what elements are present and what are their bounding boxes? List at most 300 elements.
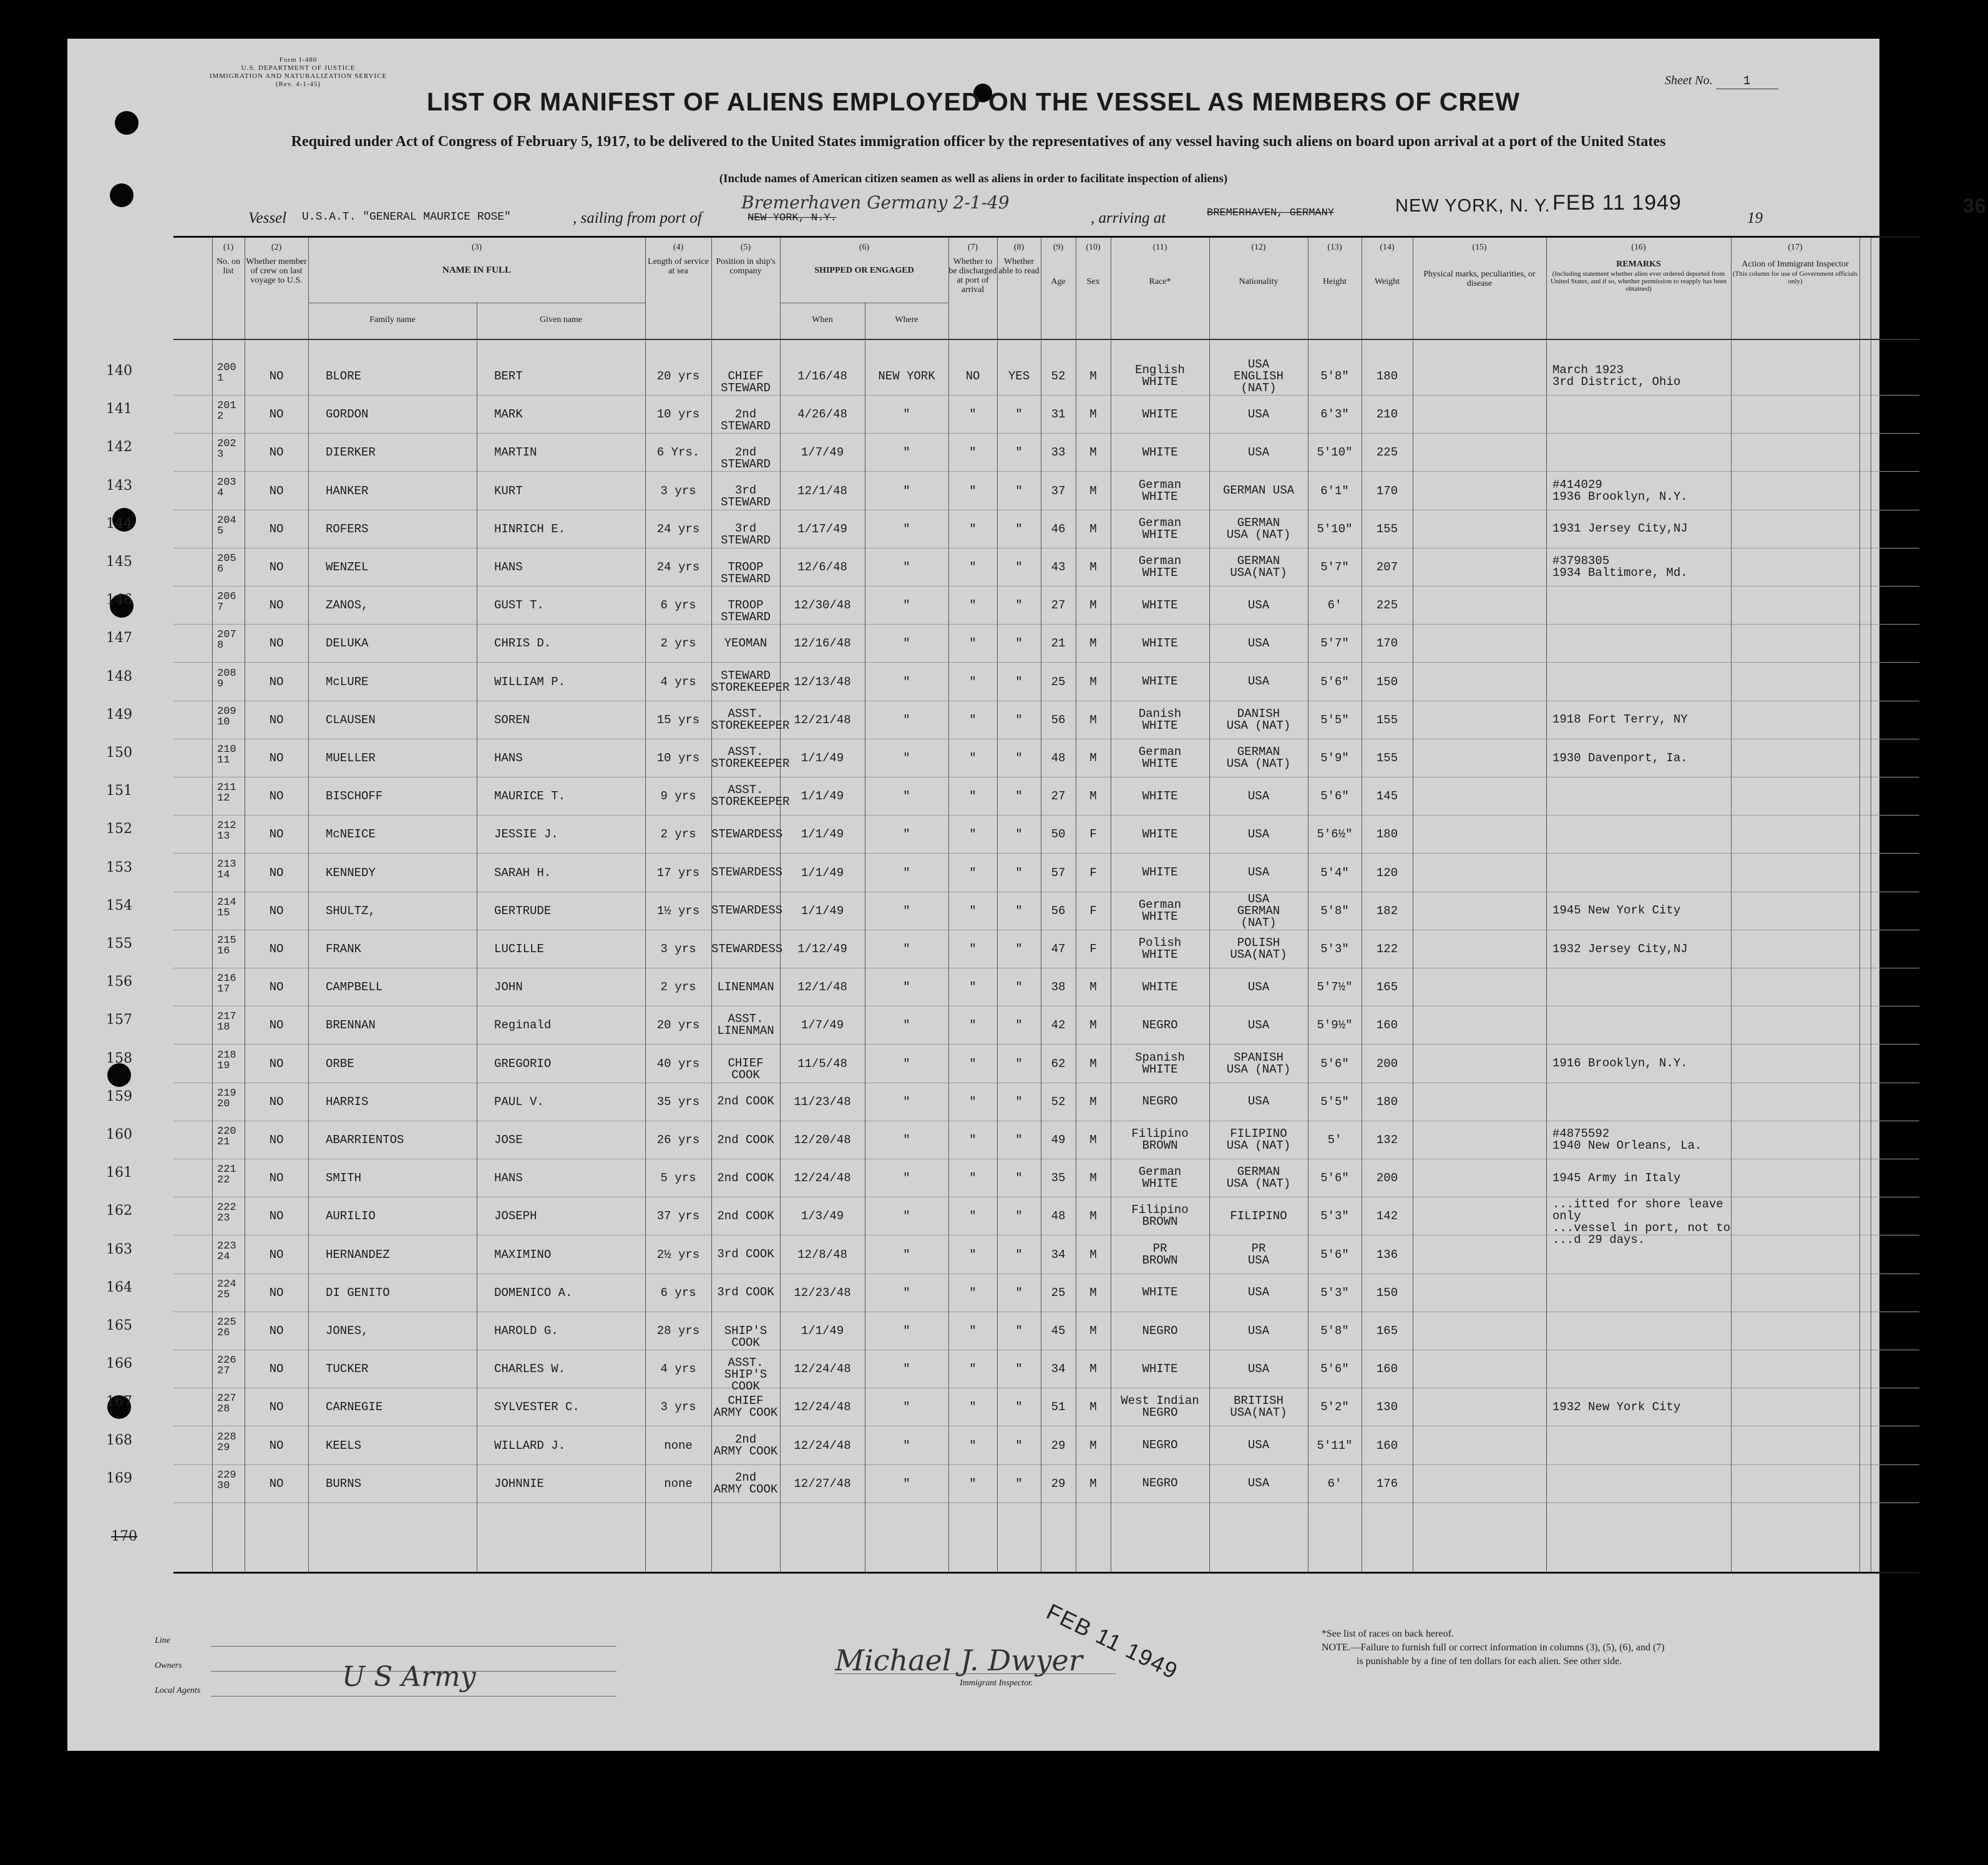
cell-remarks <box>1546 1197 1737 1247</box>
remarks-line: 1934 Baltimore, Md. <box>1552 566 1688 580</box>
cell-when: 11/23/48 <box>794 1094 851 1109</box>
cell-when: 12/24/48 <box>794 1362 851 1376</box>
cell-when: 12/30/48 <box>794 598 851 613</box>
penalty-note-line-2: is punishable by a fine of ten dollars for each alien. See other side. <box>1357 1656 1622 1667</box>
cell-age: 31 <box>1051 407 1066 422</box>
cell-read: " <box>1015 1133 1023 1147</box>
list-number-part: 22 <box>217 1174 230 1187</box>
nationality-line: USA <box>1247 827 1270 841</box>
position-line: 3rd COOK <box>717 1285 774 1300</box>
cell-discharged: " <box>969 560 977 574</box>
cell-read: " <box>1015 827 1023 842</box>
nationality-line: USA <box>1247 598 1270 612</box>
remarks-line: #4875592 <box>1552 1127 1610 1141</box>
include-note: (Include names of American citizen seamen as well as aliens in order to facilitate inspection of aliens) <box>719 172 1228 185</box>
document-title: LIST OR MANIFEST OF ALIENS EMPLOYED ON THE VESSEL AS MEMBERS OF CREW <box>426 87 1521 116</box>
handwritten-page-number: 169 <box>106 1470 132 1486</box>
cell-where: " <box>903 1362 910 1376</box>
cell-given: MARK <box>494 407 523 422</box>
handwritten-page-number: 161 <box>106 1165 132 1181</box>
cell-age: 35 <box>1051 1171 1066 1186</box>
cell-weight: 170 <box>1376 636 1398 651</box>
list-number <box>217 859 236 880</box>
cell-last-voyage: NO <box>269 1018 284 1033</box>
cell-where: " <box>903 1476 910 1491</box>
cell-sex: M <box>1089 980 1097 995</box>
race-line: NEGRO <box>1142 1094 1178 1109</box>
cell-discharged: " <box>969 1133 977 1147</box>
cell-nationality <box>1209 358 1308 396</box>
list-number <box>217 668 236 689</box>
cell-discharged: " <box>969 1247 977 1262</box>
form-identifier <box>167 56 429 89</box>
cell-last-voyage: NO <box>269 1209 284 1224</box>
cell-where: " <box>903 713 910 727</box>
remarks-line: #414029 <box>1552 477 1602 492</box>
cell-sex: M <box>1089 751 1097 765</box>
cell-family: McNEICE <box>326 827 376 842</box>
cell-read: " <box>1015 751 1023 765</box>
cell-read: " <box>1015 522 1023 536</box>
list-number-part: 6 <box>217 563 224 575</box>
cell-service: 28 yrs <box>656 1324 700 1338</box>
cell-last-voyage: NO <box>269 827 284 842</box>
table-row <box>173 1083 1919 1121</box>
cell-where: " <box>903 942 910 956</box>
cell-sex: M <box>1089 522 1097 536</box>
handwritten-page-number: 140 <box>106 363 132 379</box>
list-number-part: 13 <box>217 830 230 843</box>
race-line: WHITE <box>1142 865 1178 880</box>
cell-discharged: " <box>969 598 977 613</box>
cell-service: 6 Yrs. <box>656 446 700 460</box>
cell-height: 5'6" <box>1320 1056 1349 1071</box>
cell-sex: M <box>1089 789 1097 804</box>
position-line: YEOMAN <box>724 636 767 650</box>
cell-sex: M <box>1089 636 1097 651</box>
position-line: STOREKEEPER <box>711 757 790 771</box>
handwritten-page-number: 152 <box>106 821 132 837</box>
remarks-line: 1930 Davenport, Ia. <box>1552 751 1688 765</box>
race-line: WHITE <box>1142 674 1178 689</box>
list-number-part: 1 <box>217 373 224 384</box>
list-number <box>217 821 236 842</box>
cell-family: SMITH <box>326 1171 362 1186</box>
race-line: BROWN <box>1142 1215 1178 1229</box>
col-header-position: (5) Position in ship's company <box>716 243 776 276</box>
cell-read: YES <box>1008 369 1030 383</box>
cell-age: 25 <box>1051 674 1066 689</box>
list-number <box>217 706 236 728</box>
cell-given: DOMENICO A. <box>494 1285 573 1300</box>
cell-age: 50 <box>1051 827 1066 842</box>
cell-age: 56 <box>1051 903 1066 918</box>
cell-discharged: " <box>969 674 977 689</box>
cell-when: 12/24/48 <box>794 1171 851 1186</box>
penalty-note <box>1322 1627 1665 1668</box>
race-line: German <box>1138 515 1182 530</box>
owners-label: Owners <box>155 1661 182 1670</box>
table-row <box>173 1233 1919 1273</box>
cell-sex: M <box>1089 1476 1097 1491</box>
nationality-line: PR <box>1251 1241 1266 1255</box>
cell-when: 12/1/48 <box>797 980 847 995</box>
list-number-part: 21 <box>217 1136 230 1148</box>
cell-service: 1½ yrs <box>656 903 700 918</box>
cell-where: " <box>903 1056 910 1071</box>
cell-last-voyage: NO <box>269 942 284 956</box>
handwritten-page-number: 143 <box>106 477 132 494</box>
cell-discharged: " <box>969 484 977 498</box>
cell-height: 5'4" <box>1320 865 1349 880</box>
cell-read: " <box>1015 1247 1023 1262</box>
handwritten-page-number: 155 <box>106 936 132 952</box>
cell-family: McLURE <box>326 674 369 689</box>
cell-sex: M <box>1089 1400 1097 1415</box>
cell-discharged: " <box>969 751 977 765</box>
cell-where: " <box>903 1400 910 1415</box>
cell-height: 5'9" <box>1320 751 1349 765</box>
cell-height: 5' <box>1327 1133 1342 1147</box>
form-number: Form I-480 <box>279 56 318 64</box>
cell-last-voyage: NO <box>269 1476 284 1491</box>
race-line: German <box>1138 897 1182 912</box>
corner-number: 36 <box>1963 195 1987 217</box>
cell-read: " <box>1015 407 1023 422</box>
sailing-port-typed: NEW YORK, N.Y. <box>748 212 837 224</box>
cell-weight: 122 <box>1376 942 1398 956</box>
nationality-line: DANISH <box>1237 706 1280 721</box>
nationality-line: GERMAN <box>1237 745 1280 759</box>
cell-when: 12/27/48 <box>794 1476 851 1491</box>
cell-weight: 155 <box>1376 713 1398 727</box>
arriving-label: , arriving at <box>1091 210 1166 226</box>
list-number <box>217 744 236 766</box>
cell-discharged: " <box>969 865 977 880</box>
handwritten-page-number: 142 <box>106 439 132 455</box>
list-number-part: 26 <box>217 1327 230 1339</box>
list-number-part: 16 <box>217 945 230 957</box>
cell-read: " <box>1015 1094 1023 1109</box>
cell-service: 24 yrs <box>656 560 700 574</box>
race-line: Spanish <box>1135 1050 1185 1064</box>
cell-read: " <box>1015 1438 1023 1453</box>
cell-nationality <box>1209 1465 1308 1516</box>
list-number-part: 27 <box>217 1365 230 1378</box>
handwritten-page-number: 148 <box>106 668 132 684</box>
cell-weight: 150 <box>1376 674 1398 689</box>
position-line: ASST. <box>728 1356 764 1370</box>
position-line: SHIP'S COOK <box>724 1323 767 1350</box>
cell-discharged: " <box>969 1018 977 1033</box>
cell-height: 5'10" <box>1317 522 1353 536</box>
remarks-line: ...itted for shore leave only <box>1552 1197 1723 1224</box>
position-line: 2nd COOK <box>717 1209 774 1223</box>
list-number-part: 3 <box>217 449 224 461</box>
cell-weight: 165 <box>1376 980 1398 995</box>
table-row <box>173 777 1919 815</box>
list-number <box>217 515 236 537</box>
race-line: WHITE <box>1142 718 1178 733</box>
cell-where: " <box>903 446 910 460</box>
list-number-part: 29 <box>217 1441 230 1454</box>
sailing-port-handwritten: Bremerhaven Germany 2-1-49 <box>741 192 1010 213</box>
line-label: Line <box>155 1636 170 1645</box>
cell-where: " <box>903 598 910 613</box>
vessel-name: U.S.A.T. "GENERAL MAURICE ROSE" <box>302 211 511 223</box>
cell-age: 51 <box>1051 1400 1066 1415</box>
sailing-label: , sailing from port of <box>573 210 702 226</box>
table-row <box>173 1006 1919 1044</box>
position-line: 2nd COOK <box>717 1094 774 1109</box>
col-header-weight: (14) Weight <box>1374 243 1400 286</box>
table-row <box>173 892 1919 930</box>
cell-discharged: " <box>969 980 977 995</box>
cell-height: 5'3" <box>1320 1209 1349 1224</box>
cell-weight: 180 <box>1376 1094 1398 1109</box>
list-number-part: 10 <box>217 716 230 728</box>
agency-name: U.S. DEPARTMENT OF JUSTICE <box>241 64 356 72</box>
cell-given: CHRIS D. <box>494 636 552 651</box>
list-number-part: 19 <box>217 1059 230 1072</box>
cell-family: ZANOS, <box>326 598 369 613</box>
cell-when: 12/13/48 <box>794 674 851 689</box>
nationality-line: USA <box>1247 865 1270 880</box>
handwritten-page-number: 144 <box>106 515 132 532</box>
position-line: 2nd COOK <box>717 1171 774 1185</box>
cell-service: 5 yrs <box>660 1171 696 1186</box>
cell-read: " <box>1015 446 1023 460</box>
list-number-part: 204 <box>217 514 236 527</box>
table-row <box>173 625 1919 662</box>
table-row <box>173 472 1919 510</box>
handwritten-page-number: 149 <box>106 706 132 723</box>
inspector-signature: Michael J. Dwyer <box>835 1643 1083 1677</box>
cell-when: 1/1/49 <box>801 865 844 880</box>
cell-family: JONES, <box>326 1324 369 1338</box>
position-line: STEWARD <box>721 668 771 683</box>
cell-service: 40 yrs <box>656 1056 700 1071</box>
nationality-line: USA(NAT) <box>1230 566 1287 580</box>
list-number-part: 8 <box>217 640 224 652</box>
list-number-part: 12 <box>217 792 230 805</box>
position-line: LINENMAN <box>717 980 774 994</box>
list-number <box>217 782 236 804</box>
cell-service: 2 yrs <box>660 980 696 995</box>
cell-where: " <box>903 522 910 536</box>
cell-discharged: " <box>969 1094 977 1109</box>
cell-given: HANS <box>494 1171 523 1186</box>
cell-last-voyage: NO <box>269 484 284 498</box>
col-header-service: (4) Length of service at sea <box>648 243 709 276</box>
cell-discharged: " <box>969 1209 977 1224</box>
cell-where: " <box>903 1171 910 1186</box>
race-line: WHITE <box>1142 1285 1178 1300</box>
nationality-line: USA <box>1247 1323 1270 1338</box>
remarks-line: #3798305 <box>1552 554 1610 568</box>
nationality-line: GERMAN <box>1237 1165 1280 1179</box>
cell-height: 5'6" <box>1320 674 1349 689</box>
cell-service: 10 yrs <box>656 751 700 765</box>
cell-sex: M <box>1089 407 1097 422</box>
cell-sex: M <box>1089 369 1097 383</box>
list-number <box>217 1011 236 1033</box>
cell-when: 1/1/49 <box>801 1324 844 1338</box>
handwritten-page-number: 164 <box>106 1279 132 1295</box>
nationality-line: USA (NAT) <box>1226 1062 1291 1076</box>
cell-age: 29 <box>1051 1438 1066 1453</box>
cell-read: " <box>1015 1476 1023 1491</box>
race-line: WHITE <box>1142 445 1178 459</box>
list-number <box>217 1164 236 1186</box>
handwritten-page-number: 167 <box>106 1394 132 1410</box>
cell-weight: 120 <box>1376 865 1398 880</box>
punch-hole <box>110 183 134 207</box>
race-line: WHITE <box>1142 909 1178 923</box>
col-header-age: (9) Age <box>1051 243 1066 286</box>
position-line: LINENMAN <box>717 1024 774 1038</box>
position-line: SHIP'S COOK <box>724 1368 767 1394</box>
list-number-part: 30 <box>217 1479 230 1492</box>
list-number <box>217 477 236 499</box>
race-line: WHITE <box>1142 827 1178 841</box>
sheet-label: Sheet No. <box>1665 74 1713 87</box>
table-row <box>173 396 1919 433</box>
position-line: ARMY COOK <box>713 1406 778 1420</box>
cell-service: 6 yrs <box>660 1285 696 1300</box>
list-number-part: 211 <box>217 782 236 794</box>
manifest-footer <box>67 1586 1879 1751</box>
race-line: German <box>1138 554 1182 568</box>
handwritten-page-number: 159 <box>106 1088 132 1104</box>
cell-weight: 136 <box>1376 1247 1398 1262</box>
table-row <box>173 816 1919 853</box>
cell-where: " <box>903 1285 910 1300</box>
cell-given: KURT <box>494 484 523 498</box>
list-number <box>217 1050 236 1071</box>
list-number-part: 18 <box>217 1021 230 1034</box>
crew-rows <box>173 238 1919 1572</box>
cell-last-voyage: NO <box>269 674 284 689</box>
col-header-given: Given name <box>539 315 583 324</box>
nationality-line: USA <box>1247 636 1270 650</box>
cell-last-voyage: NO <box>269 713 284 727</box>
nationality-line: POLISH <box>1237 936 1280 950</box>
cell-height: 5'6" <box>1320 1362 1349 1376</box>
cell-age: 52 <box>1051 1094 1066 1109</box>
position-line: 2nd <box>734 1470 757 1484</box>
cell-last-voyage: NO <box>269 1094 284 1109</box>
race-line: West Indian <box>1121 1394 1199 1408</box>
cell-read: " <box>1015 1209 1023 1224</box>
cell-weight: 170 <box>1376 484 1398 498</box>
position-line: STOREKEEPER <box>711 680 790 694</box>
cell-last-voyage: NO <box>269 751 284 765</box>
cell-service: 35 yrs <box>656 1094 700 1109</box>
cell-last-voyage: NO <box>269 980 284 995</box>
cell-weight: 207 <box>1376 560 1398 574</box>
cell-given: JOHN <box>494 980 523 995</box>
cell-where: " <box>903 1018 910 1033</box>
cell-height: 5'8" <box>1320 369 1349 383</box>
position-line: STOREKEEPER <box>711 795 790 809</box>
race-line: NEGRO <box>1142 1018 1178 1032</box>
list-number-part: 221 <box>217 1164 236 1176</box>
handwritten-page-number: 158 <box>106 1050 132 1066</box>
list-number-part: 208 <box>217 667 236 679</box>
nationality-line: GERMAN <box>1237 903 1280 918</box>
cell-where: " <box>903 789 910 804</box>
race-line: WHITE <box>1142 598 1178 612</box>
cell-read: " <box>1015 789 1023 804</box>
cell-height: 5'2" <box>1320 1400 1349 1415</box>
list-number <box>217 1317 236 1338</box>
position-line: STEWARDESS <box>711 903 783 918</box>
cell-age: 42 <box>1051 1018 1066 1033</box>
table-row <box>173 1388 1919 1426</box>
col-header-name: (3) NAME IN FULL <box>442 243 511 275</box>
cell-family: ABARRIENTOS <box>326 1133 404 1147</box>
race-line: English <box>1135 363 1185 377</box>
nationality-line: USA <box>1247 1285 1270 1300</box>
cell-when: 1/1/49 <box>801 789 844 804</box>
penalty-note-line-1: NOTE.—Failure to furnish full or correct information in columns (3), (5), (6), and (7) <box>1322 1642 1665 1653</box>
cell-height: 5'8" <box>1320 1324 1349 1338</box>
cell-when: 1/12/49 <box>797 942 847 956</box>
cell-age: 46 <box>1051 522 1066 536</box>
cell-given: GERTRUDE <box>494 903 552 918</box>
remarks-line: ...d 29 days. <box>1552 1233 1645 1247</box>
cell-given: Reginald <box>494 1018 552 1033</box>
cell-age: 48 <box>1051 1209 1066 1224</box>
nationality-line: USA(NAT) <box>1230 1406 1287 1420</box>
list-number-part: 11 <box>217 754 230 766</box>
cell-height: 5'9½" <box>1317 1018 1353 1033</box>
cell-weight: 165 <box>1376 1324 1398 1338</box>
list-number-part: 218 <box>217 1049 236 1061</box>
cell-weight: 225 <box>1376 446 1398 460</box>
cell-weight: 130 <box>1376 1400 1398 1415</box>
cell-last-voyage: NO <box>269 1247 284 1262</box>
cell-where: " <box>903 1324 910 1338</box>
cell-sex: F <box>1089 903 1097 918</box>
list-number-part: 219 <box>217 1087 236 1099</box>
cell-service: 15 yrs <box>656 713 700 727</box>
race-line: WHITE <box>1142 757 1178 771</box>
position-line: CHIEF <box>728 1394 764 1408</box>
revision: (Rev. 4-1-45) <box>275 80 321 88</box>
table-row <box>173 1427 1919 1464</box>
remarks-line: 1936 Brooklyn, N.Y. <box>1552 489 1688 504</box>
position-line: 2nd STEWARD <box>721 407 771 433</box>
cell-last-voyage: NO <box>269 1362 284 1376</box>
handwritten-page-number: 153 <box>106 859 132 875</box>
cell-when: 12/24/48 <box>794 1400 851 1415</box>
cell-sex: M <box>1089 1209 1097 1224</box>
position-line: STEWARDESS <box>711 942 783 956</box>
list-number <box>217 1355 236 1376</box>
cell-family: ORBE <box>326 1056 354 1071</box>
nationality-line: USA <box>1247 789 1270 803</box>
cell-weight: 200 <box>1376 1171 1398 1186</box>
cell-sex: M <box>1089 1056 1097 1071</box>
cell-discharged: " <box>969 1324 977 1338</box>
cell-family: BLORE <box>326 369 362 383</box>
cell-last-voyage: NO <box>269 560 284 574</box>
cell-given: PAUL V. <box>494 1094 544 1109</box>
list-number-part: 15 <box>217 907 230 919</box>
cell-nationality <box>1209 892 1308 931</box>
